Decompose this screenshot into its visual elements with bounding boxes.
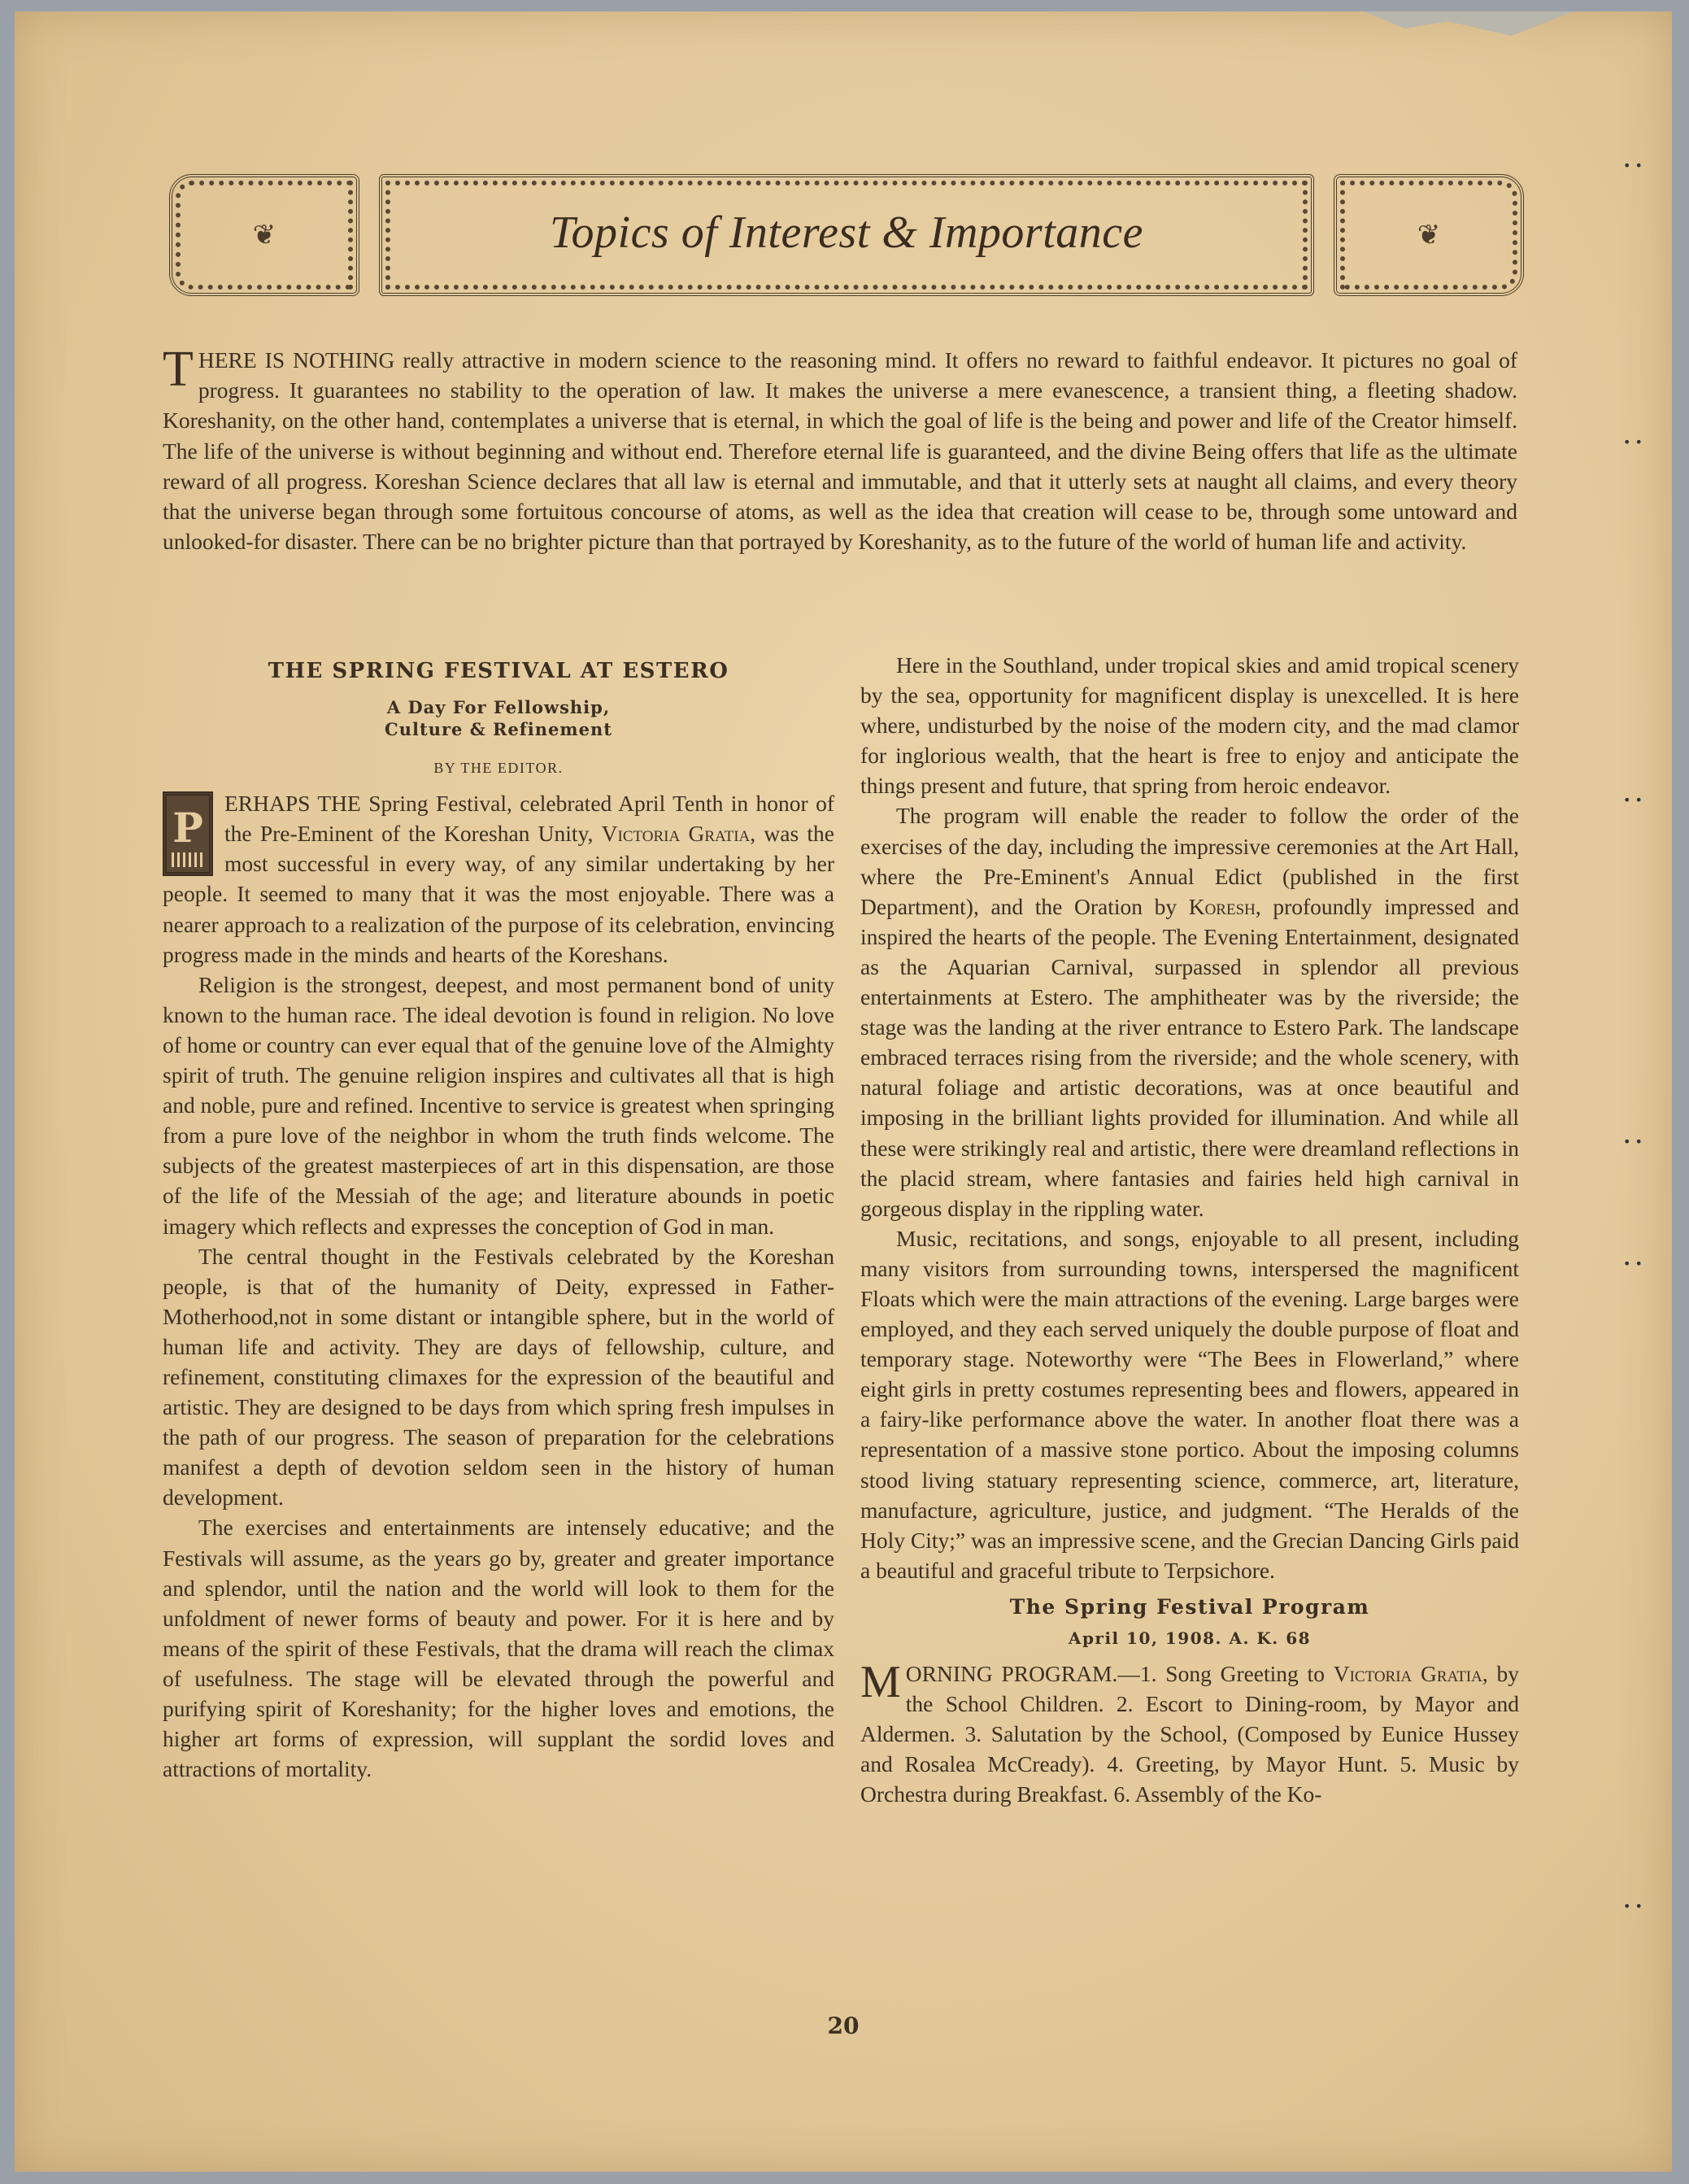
- binding-mark: • •: [1623, 1134, 1643, 1149]
- intro-dropcap: T: [163, 342, 194, 397]
- article-headline: THE SPRING FESTIVAL AT ESTERO: [268, 659, 729, 683]
- name-victoria-gratia: Victoria Gratia: [1333, 1661, 1482, 1687]
- article-dropcap: P: [163, 791, 213, 876]
- binding-mark: • •: [1623, 434, 1643, 450]
- paragraph-text: , profoundly impressed and inspired the hearts of the people. The Evening Entertainment, designated as the Aquarian Carnival, surpassed in splendor all previous entertainments at Estero. The amphitheater was by the riverside; the stage was the landing at the river entrance to Estero Park. The landscape embraced terraces rising from the riverside; and the whole scenery, with natural foliage and artistic decorations, was at once beautiful and imposing in the brilliant lights provided for illumination. And while all these were strikingly real and artistic, there were dreamland reflections in the placid stream, where fantasies and fairies held high carnival in gorgeous display in the rippling water.: [860, 893, 1519, 1221]
- name-koresh: Koresh: [1188, 893, 1256, 919]
- article-paragraph: Religion is the strongest, deepest, and most permanent bond of unity known to the human race. The ideal devotion is found in religion. No love of home or country can ever equal that of the genuine love of the Almighty spirit of truth. The genuine religion inspires and cultivates all that is high and noble, pure and refined. Incentive to service is greatest when springing from a pure love of the neighbor in whom the truth finds welcome. The subjects of the greatest masterpieces of art in this dispensation, are those of the life of the Messiah of the age; and literature abounds in poetic imagery which reflects and expresses the conception of God in man.: [163, 971, 834, 1239]
- eagle-icon: ❦: [252, 219, 276, 251]
- article-paragraph: [860, 800, 1519, 1223]
- left-column: [163, 650, 834, 1784]
- program-dropcap: M: [860, 1657, 901, 1708]
- article-paragraph: Music, recitations, and songs, enjoyable to all present, including many visitors from surrounding towns, interspersed the magnificent Floats which were the main attractions of the evening. Large barges were employed, and they each served uniquely the double purpose of float and temporary stage. Noteworthy were “The Bees in Flowerland,” where eight girls in pretty costumes representing bees and flowers, appeared in a fairy-like performance above the water. In another float there was a representation of a massive stone portico. About the imposing columns stood living statuary representing science, commerce, art, literature, manufacture, agriculture, justice, and judgment. “The Heralds of the Holy City;” was an impressive scene, and the Grecian Dancing Girls paid a beautiful and graceful tribute to Terpsichore.: [860, 1225, 1519, 1583]
- torn-corner: [1363, 11, 1574, 36]
- article-paragraph: The exercises and entertainments are intensely educative; and the Festivals will assume, as the years go by, greater and greater importance and splendor, until the nation and the world will look to them for the unfoldment of newer forms of beauty and power. For it is here and by means of the spirit of these Festivals, that the drama will reach the climax of usefulness. The stage will be elevated through the powerful and purifying spirit of Koreshanity; for the higher loves and emotions, the higher art forms of expression, will supplant the sordid loves and attractions of mortality.: [163, 1515, 834, 1782]
- binding-mark: • •: [1623, 1898, 1643, 1914]
- paragraph-text: , was the most successful in every way, of any similar undertaking by her people. It seemed to many that it was the most enjoyable. There was a nearer approach to a realization of the purpose of its celebration, envincing progress made in the minds and hearts of the Koreshans.: [163, 821, 834, 967]
- page-number: 20: [827, 2012, 860, 2039]
- name-victoria-gratia: Victoria Gratia: [601, 821, 751, 847]
- article-paragraph: The central thought in the Festivals celebrated by the Koreshan people, is that of the humanity of Deity, expressed in Father-Motherhood,not in some distant or intangible sphere, but in the world of human life and activity. They are days of fellowship, culture, and refinement, constituting climaxes for the expression of the beautiful and artistic. They are designed to be days from which spring fresh impulses in the path of our progress. The season of preparation for the celebrations manifest a depth of devotion seldom seen in the history of human development.: [163, 1243, 834, 1510]
- article-subhead-2: Culture & Refinement: [385, 719, 612, 740]
- article-paragraph: [163, 788, 834, 970]
- byline: BY THE EDITOR.: [433, 760, 564, 777]
- eagle-icon: ❦: [1417, 219, 1441, 251]
- paragraph-text: ORNING PROGRAM.—1. Song Greeting to: [905, 1661, 1334, 1687]
- paragraph-text: ERHAPS THE Spring Festival, celebrated April Tenth in honor of the Pre-Eminent of the Koreshan Unity,: [224, 791, 834, 847]
- article-paragraph: Here in the Southland, under tropical skies and amid tropical scenery by the sea, opportunity for magnificent display is unexcelled. It is here where, undisturbed by the noise of the modern city, and the mad clamor for inglorious wealth, that the heart is free to enjoy and anticipate the things present and future, that spring from heroic endeavor.: [860, 652, 1519, 799]
- intro-paragraph: [163, 342, 1517, 556]
- right-column: [860, 650, 1519, 1810]
- section-title: Topics of Interest & Importance: [550, 207, 1143, 258]
- banner-left-panel: [169, 174, 359, 296]
- program-heading: The Spring Festival Program: [1009, 1594, 1370, 1619]
- binding-mark: • •: [1623, 1256, 1643, 1271]
- intro-text: HERE IS NOTHING really attractive in modern science to the reasoning mind. It offers no reward to faithful endeavor. It pictures no goal of progress. It guarantees no stability to the operation of law. It makes the universe a mere evanescence, a transient thing, a fleeting shadow. Koreshanity, on the other hand, contemplates a universe that is eternal, in which the goal of life is the being and power and life of the Creator himself. The life of the universe is without beginning and without end. Therefore eternal life is guaranteed, and the divine Being offers that life as the ultimate reward of all progress. Koreshan Science declares that all law is eternal and immutable, and that it utterly sets at naught all claims, and every theory that the universe began through some fortuitous concourse of atoms, as well as the idea that creation will cease to be, through some untoward and unlooked-for disaster. There can be no brighter picture than that portrayed by Koreshanity, as to the future of the world of human life and activity.: [163, 347, 1517, 555]
- paragraph-text: The program will enable the reader to follow the order of the exercises of the day, including the impressive ceremonies at the Art Hall, where the Pre-Eminent's Annual Edict (published in the first Department), and the Oration by: [860, 803, 1519, 919]
- program-date: April 10, 1908. A. K. 68: [1068, 1628, 1312, 1648]
- banner-title-panel: [379, 174, 1314, 296]
- article-subhead-1: A Day For Fellowship,: [386, 697, 611, 718]
- program-paragraph: [860, 1659, 1519, 1809]
- binding-mark: • •: [1623, 792, 1643, 808]
- magazine-page: [15, 11, 1672, 2172]
- paragraph-text: , by the School Children. 2. Escort to Dining-room, by Mayor and Aldermen. 3. Salutation by the School, (Composed by Eunice Hussey and Rosalea McCready). 4. Greeting, by Mayor Hunt. 5. Music by Orchestra during Breakfast. 6. Assembly of the Ko-: [860, 1661, 1519, 1807]
- banner-right-panel: [1334, 174, 1524, 296]
- binding-mark: • •: [1623, 158, 1643, 173]
